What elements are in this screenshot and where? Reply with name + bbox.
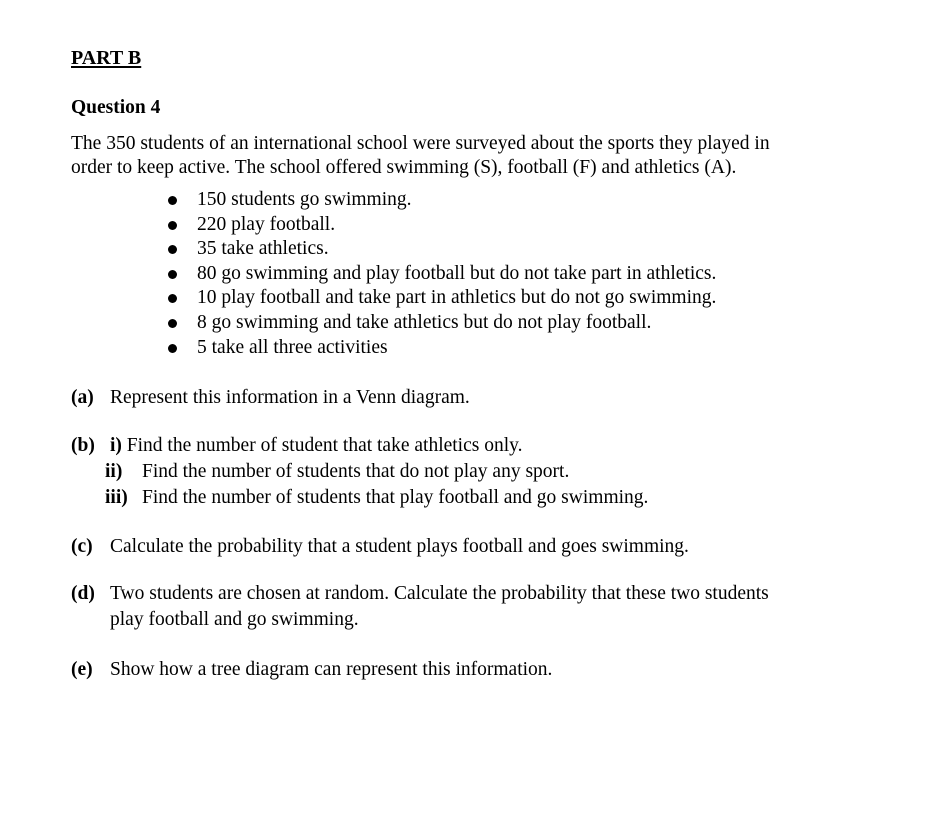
part-e-text: Show how a tree diagram can represent this information.: [110, 659, 553, 680]
bullet-text: 8 go swimming and take athletics but do not play football.: [197, 311, 652, 333]
bullet-text: 35 take athletics.: [197, 238, 329, 260]
bullet-icon: [168, 294, 177, 303]
part-b-ii-text: Find the number of students that do not play any sport.: [142, 461, 570, 482]
list-item: [165, 188, 716, 213]
bullet-icon: [168, 344, 177, 353]
intro-line-2: order to keep active. The school offered swimming (S), football (F) and athletics (A).: [71, 157, 737, 178]
bullet-icon: [168, 196, 177, 205]
intro-line-1: The 350 students of an international school were surveyed about the sports they played in: [71, 133, 770, 154]
bullet-text: 80 go swimming and play football but do not take part in athletics.: [197, 262, 717, 284]
part-c-text: Calculate the probability that a student plays football and goes swimming.: [110, 536, 689, 557]
part-title: PART B: [71, 47, 142, 69]
list-item: [165, 237, 716, 262]
part-e-label: (e): [71, 659, 93, 680]
part-b-ii-label: ii): [105, 461, 123, 482]
part-a-text: Represent this information in a Venn diagram.: [110, 387, 470, 408]
bullet-icon: [168, 319, 177, 328]
part-d-continuation: [110, 608, 359, 632]
list-item: [165, 262, 716, 287]
part-d-text-line-1: Two students are chosen at random. Calculate the probability that these two students: [110, 583, 769, 604]
part-b-iii-label: iii): [105, 487, 128, 508]
part-a-label: (a): [71, 387, 94, 408]
bullet-text: 10 play football and take part in athletics but do not go swimming.: [197, 287, 717, 309]
part-c: [71, 535, 689, 559]
part-b-iii-text: Find the number of students that play football and go swimming.: [142, 487, 649, 508]
part-d: [71, 582, 769, 606]
list-item: [165, 213, 716, 238]
part-e: [71, 658, 552, 682]
part-d-label: (d): [71, 583, 95, 604]
bullet-icon: [168, 270, 177, 279]
part-d-text-line-2: play football and go swimming.: [110, 609, 359, 630]
bullet-icon: [168, 221, 177, 230]
question-title: Question 4: [71, 97, 161, 118]
list-item: [165, 286, 716, 311]
bullet-icon: [168, 245, 177, 254]
part-b-i-text: Find the number of student that take athletics only.: [126, 435, 523, 456]
part-b-ii: [105, 460, 569, 484]
facts-list: [165, 188, 716, 360]
bullet-text: 5 take all three activities: [197, 336, 388, 358]
list-item: [165, 311, 716, 336]
bullet-text: 150 students go swimming.: [197, 189, 412, 210]
part-b-i-label: i): [110, 435, 122, 456]
list-item: [165, 336, 716, 361]
part-b-i: [110, 435, 523, 456]
part-b: [71, 434, 523, 458]
part-b-label: (b): [71, 435, 95, 456]
bullet-text: 220 play football.: [197, 213, 336, 235]
part-b-iii: [105, 486, 648, 510]
part-c-label: (c): [71, 536, 93, 557]
part-a: [71, 386, 470, 410]
question-intro: [71, 132, 871, 180]
